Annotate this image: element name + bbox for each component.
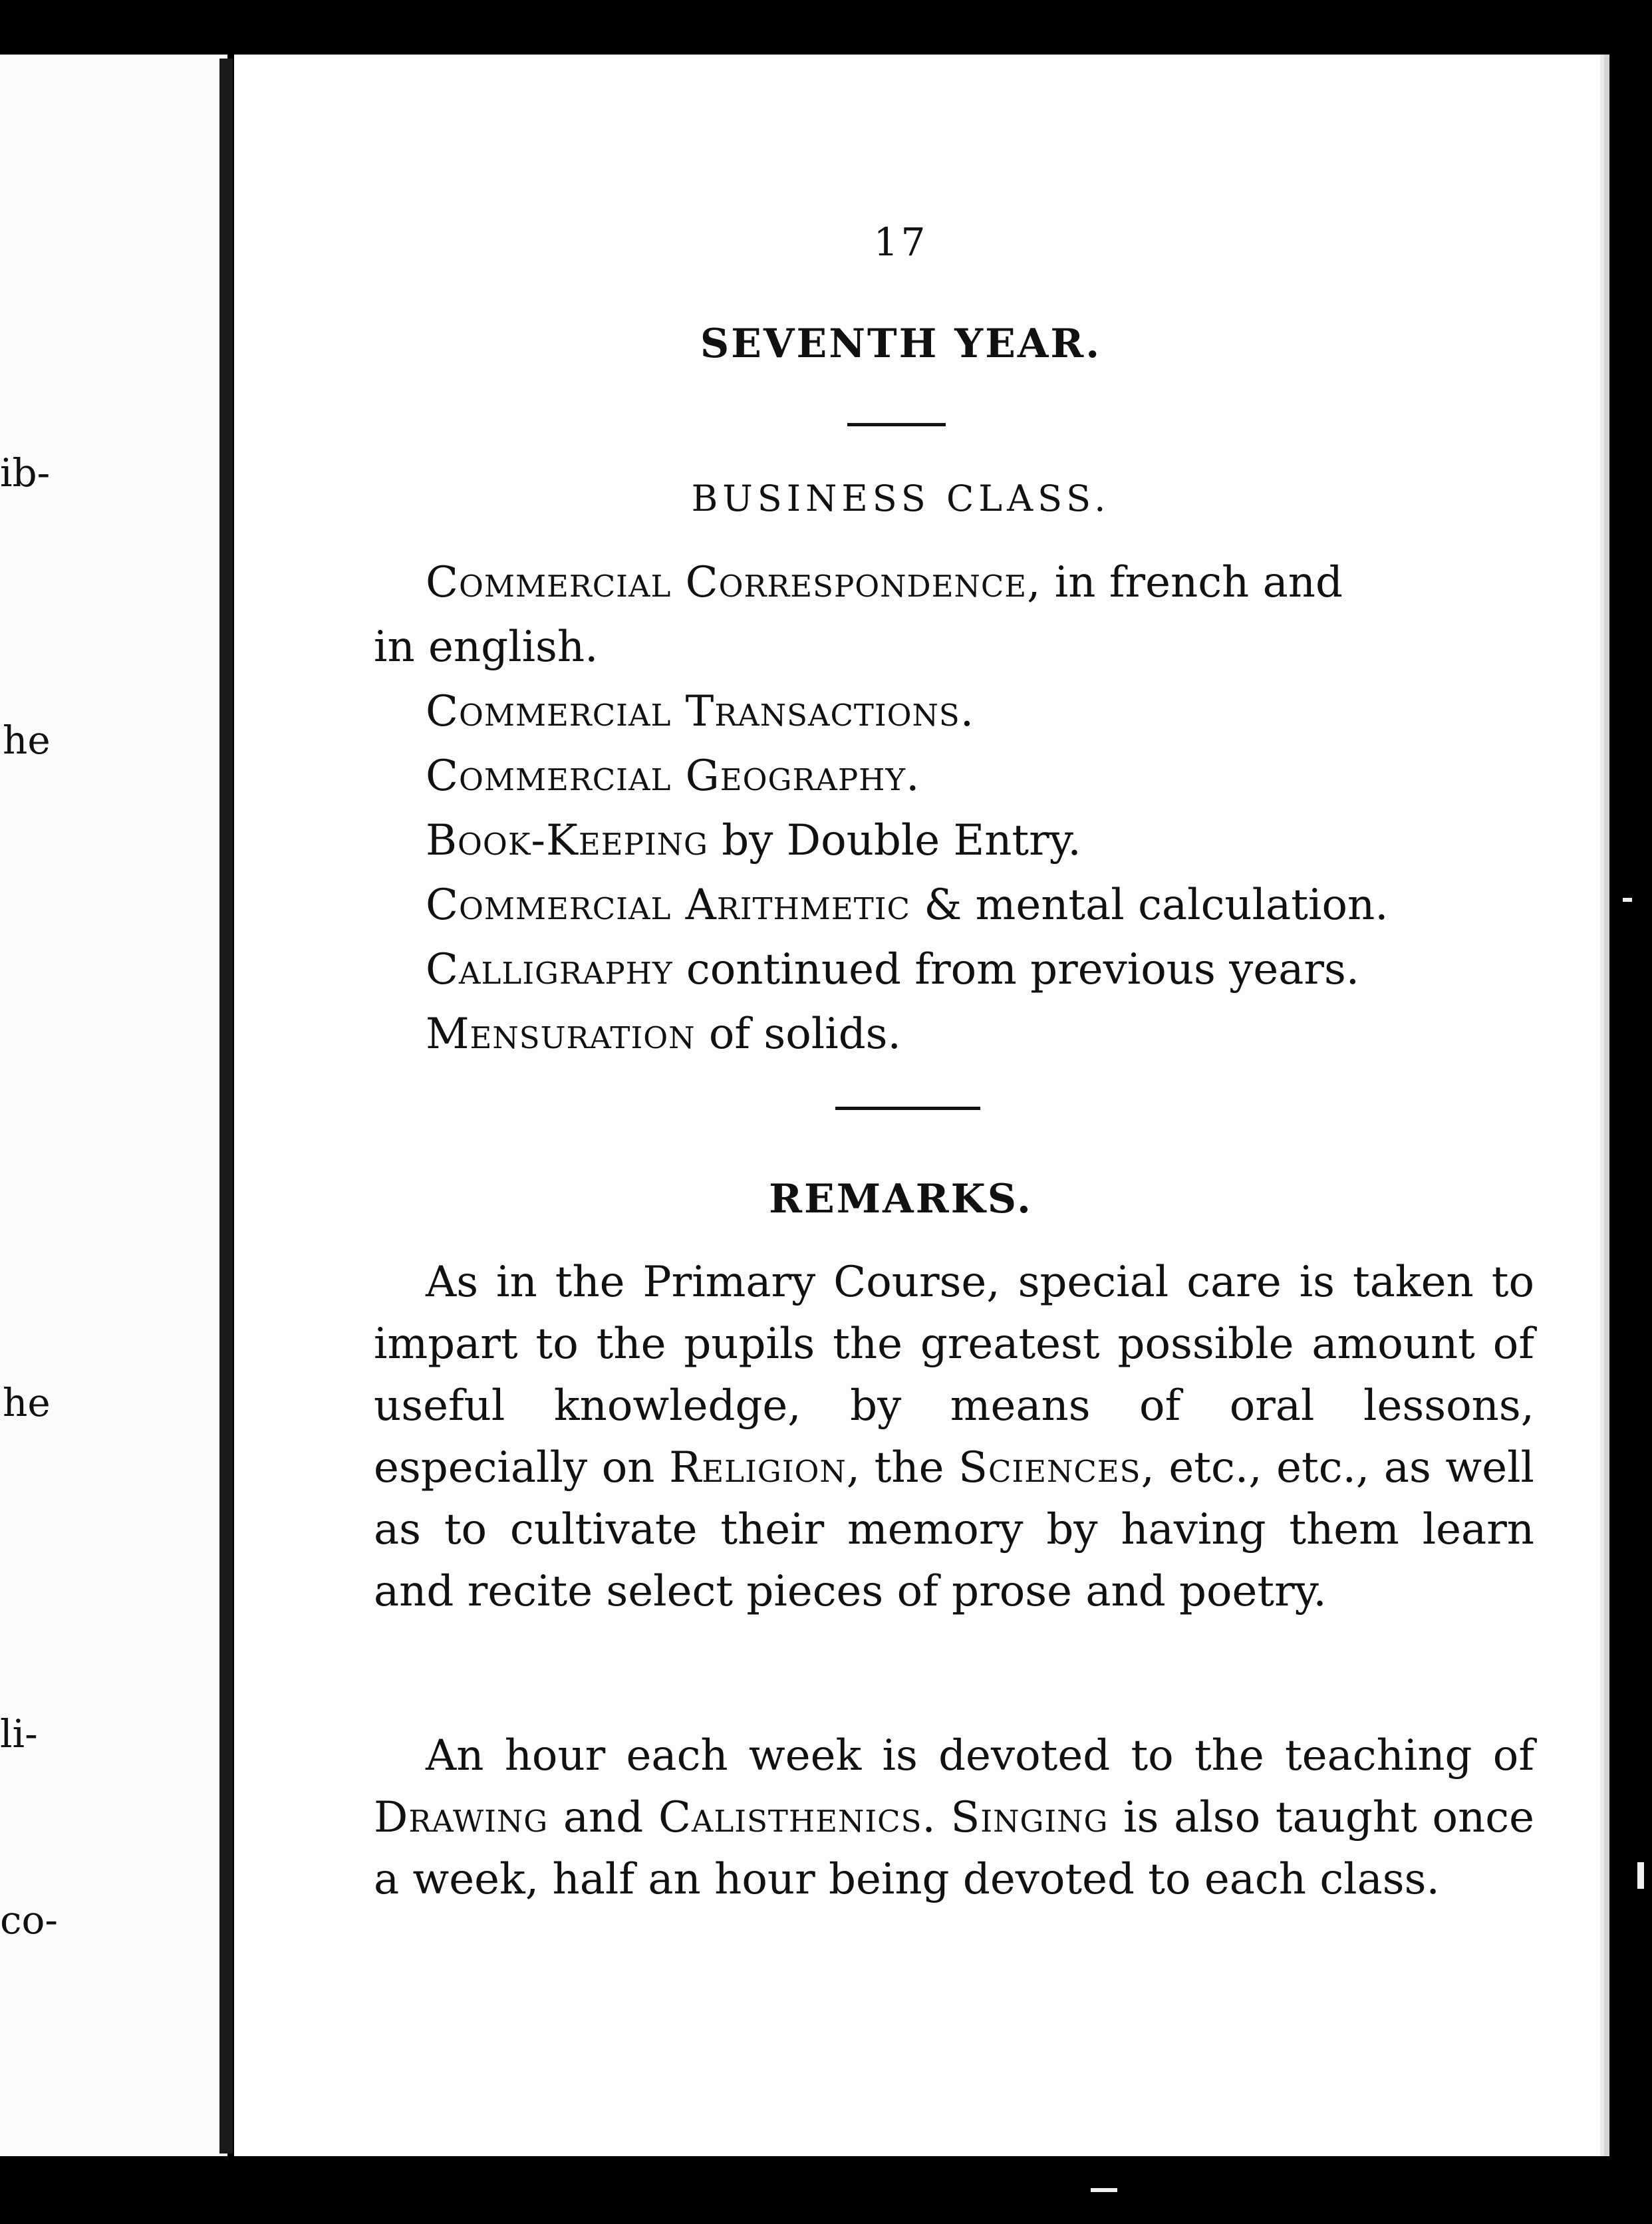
paragraph-text: , etc., etc., as well as to cultivate their memory by having them learn and recite select pieces of prose and poetry. [374,1443,1535,1616]
course-item [374,809,1551,873]
book-gutter [219,59,233,2154]
remarks-paragraph-2 [374,1725,1534,1911]
course-item [374,551,1551,615]
section-subtitle: BUSINESS CLASS. [691,478,1111,519]
paragraph-text: An hour each week is devoted to the teaching of [426,1731,1534,1780]
course-item [374,873,1551,938]
course-detail: continued from previous years. [672,945,1360,994]
emphasis-singing: Singing [950,1793,1109,1842]
course-subject: Book-Keeping [426,816,708,865]
emphasis-drawing: Drawing [374,1793,549,1842]
scan-speck [1091,2188,1117,2192]
paragraph-text: , the [846,1443,959,1492]
course-item [374,1002,1551,1067]
title-rule [847,423,946,426]
emphasis-calisthenics: Calisthenics [658,1793,922,1842]
emphasis-sciences: Sciences [958,1443,1141,1492]
left-fragment: li- [0,1711,38,1756]
left-facing-page [0,55,227,2156]
remarks-title: REMARKS. [769,1176,1033,1222]
course-subject: Commercial Correspondence, [426,558,1041,607]
book-page [234,55,1609,2156]
left-fragment: ib- [0,450,51,495]
scan-speck [1623,898,1632,902]
left-fragment: co- [0,1897,58,1943]
course-detail: of solids. [695,1010,901,1059]
course-detail: & mental calculation. [910,881,1389,930]
course-subject: Mensuration [426,1010,696,1059]
paragraph-text: is also taught once a week, half an hour being devoted to each class. [374,1793,1535,1904]
course-item [374,744,1551,809]
paragraph-text: . [922,1793,951,1842]
course-subject: Commercial Transactions. [426,687,975,736]
course-subject: Commercial Arithmetic [426,881,910,930]
course-subject: Calligraphy [426,945,673,994]
remarks-paragraph-1 [374,1252,1534,1623]
section-title: SEVENTH YEAR. [700,321,1102,367]
course-list [374,551,1551,1067]
paragraph-text: As in the Primary Course, special care is taken to impart to the pupils the greatest possible amount of useful knowledge, by means of oral lessons, especially on [374,1258,1534,1492]
emphasis-religion: Religion [669,1443,847,1492]
left-fragment: he [3,718,51,763]
page-number: 17 [873,219,928,265]
course-item [374,680,1551,744]
course-subject: Commercial Geography. [426,752,920,801]
course-detail: in french and [1041,558,1343,607]
course-item-continuation: in english. [374,623,599,672]
left-fragment: he [3,1380,51,1425]
section-divider-rule [835,1107,980,1110]
course-item [374,938,1551,1002]
paragraph-text: and [548,1793,658,1842]
scan-speck [1637,1862,1644,1889]
course-detail: by Double Entry. [708,816,1081,865]
